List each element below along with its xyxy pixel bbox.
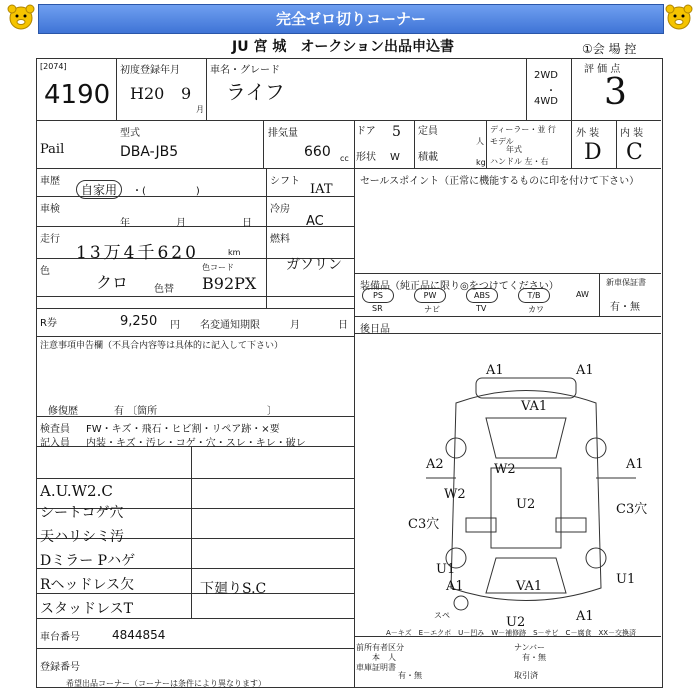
mark-a1-right-side: A1 [626,457,644,472]
interior-grade: C [626,140,643,165]
mark-a2: A2 [426,457,444,472]
interior-check-line: 内装・キズ・汚レ・コゲ・穴・スレ・キレ・破レ [86,438,306,449]
door-value: 5 [392,124,401,140]
color-value: クロ [96,273,129,292]
handle-label: ハンドル 左・右 [490,157,549,166]
fuel-label: 燃料 [270,234,290,245]
mileage-label: 走行 [40,234,60,245]
color-code-label: 色コード [202,263,234,272]
shape-label: 形状 [356,152,376,163]
mark-spare: スペ [434,611,450,620]
usage-label: 車歴 [40,176,60,187]
equip-leather: カワ [528,305,544,314]
mark-a1-rear-left: A1 [446,579,464,594]
equip-aw: AW [576,290,589,299]
inspection-year: 年 [120,218,130,229]
preferred-corner-label: 希望出品コーナー（コーナーは条件により異なります） [66,679,266,688]
load-label: 積載 [418,152,438,163]
equip-sr: SR [372,304,383,313]
note-line-2: シートコゲ穴 [40,505,124,521]
color-label: 色 [40,266,50,277]
shift-label: シフト [270,176,300,187]
note-line-1: A.U.W2.C [40,482,113,500]
drive-2wd: 2WD [534,70,558,81]
recorder-label: 記入員 [40,438,70,449]
car-name: ライフ [226,80,285,104]
new-car-warranty-label: 新車保証書 [606,278,646,287]
mark-c3-left: C3穴 [408,517,440,532]
mark-w2-left: W2 [444,487,466,502]
exterior-grade: D [584,140,602,165]
banner-title: 完全ゼロ切りコーナー [38,4,664,34]
car-body-outline [451,391,601,601]
side-note: 下廻りS.C [200,581,267,597]
model-note: Pail [40,142,65,157]
garage-cert-value: 有・無 [398,671,422,680]
note-line-3: 天ハリシミ汚 [40,529,124,545]
model-year-label: モデル [490,137,514,146]
repair-value: 有 〔箇所 〕 [114,406,278,417]
mark-roof-u2: U2 [516,497,536,512]
bear-mascot-icon-right [664,2,694,32]
car-damage-diagram [386,358,656,628]
drive-dot: ・ [546,86,556,97]
reg-month: 9 [181,84,192,103]
mileage-value: 13万4千620 [76,243,199,263]
car-front-bumper [476,378,576,398]
seat-unit: 人 [476,137,484,146]
later-items-label: 後日品 [360,324,390,335]
mark-hood-va1: VA1 [521,399,548,414]
usage-value: 自家用 [76,180,122,199]
auction-form [36,58,663,688]
equip-tv: TV [476,304,487,313]
venue-copy: ①会 場 控 [582,42,637,56]
color-change-label: 色替 [154,284,174,295]
equip-pw: PW [414,288,446,303]
recycle-unit: 円 [170,320,180,331]
chassis-number: 4844854 [112,628,166,642]
form-title: JU 宮 城 オークション出品申込書 [232,39,455,55]
dealer-label: ディーラー・並 行 [490,125,556,134]
mark-front-a1-left: A1 [486,363,504,378]
chassis-label: 車台番号 [40,632,80,643]
score-label: 評 価 点 [584,64,621,75]
recycle-value: 9,250 [120,314,158,329]
ac-label: 冷房 [270,204,290,215]
mark-u1-right: U1 [616,572,636,587]
inspector-label: 検査員 [40,424,70,435]
name-change-month: 月 [290,320,300,331]
year-label: 年式 [506,145,522,154]
shift-value: IAT [310,182,333,197]
name-change-label: 名変通知期限 [200,320,260,331]
former-owner-label: 前所有者区分 [356,643,404,652]
bear-mascot-icon [6,2,36,32]
door-label: ドア [356,126,376,137]
name-change-day: 日 [338,320,348,331]
sales-point-label: セールスポイント（正常に機能するものに印を付けて下さい） [360,176,640,187]
drive-4wd: 4WD [534,96,558,107]
new-car-warranty-value: 有・無 [610,302,640,313]
mark-rear-a1: A1 [576,609,594,624]
fuel-value: ガソリン [286,257,342,273]
recycle-label: R券 [40,318,57,329]
note-line-5: Rヘッドレス欠 [40,577,135,593]
reg-era: H20 [130,84,165,103]
model-label: 型式 [120,128,140,139]
displacement-label: 排気量 [268,128,298,139]
equip-ps: PS [362,288,394,303]
repair-label: 修復歴 [48,406,78,417]
mark-c3-right: C3穴 [616,502,648,517]
ac-value: AC [306,214,324,229]
equip-abs: ABS [466,288,498,303]
traded-label: 取引済 [514,671,538,680]
exterior-check-line: FW・キズ・飛石・ヒビ割・リペア跡・×要 [86,424,280,435]
displacement-unit: cc [340,154,349,163]
inspection-label: 車検 [40,204,60,215]
wheel-front-left [446,438,466,458]
equip-navi: ナビ [424,305,440,314]
notice-label: 注意事項申告欄（不具合内容等は具体的に記入して下さい） [40,341,284,351]
equip-tb: T/B [518,288,550,303]
registration-label: 登録番号 [40,662,80,673]
banner [0,0,700,36]
mark-u1-left: U1 [436,562,456,577]
score-value: 3 [604,72,627,113]
equipment-label: 装備品（純正品に限り◎をつけてください） [360,281,559,292]
shape-value: W [390,152,400,163]
displacement-value: 660 [304,144,331,160]
model-code: DBA-JB5 [120,144,179,160]
usage-tail: ・( ) [132,186,200,197]
lot-number: 4190 [44,80,111,110]
spare-tire [454,596,468,610]
inspection-day: 日 [242,218,252,229]
plate-label: ナンバー [514,643,546,652]
lot-id: [2074] [40,62,67,71]
exterior-label: 外 装 [576,128,600,139]
mileage-unit: km [228,248,241,257]
mark-rear-u2: U2 [506,615,526,628]
month-unit: 月 [196,105,204,114]
former-owner-sub: 本 人 [372,653,396,662]
name-label: 車名・グレード [210,65,280,76]
note-line-6: スタッドレスT [40,601,133,617]
garage-cert-label: 車庫証明書 [356,663,396,672]
note-line-4: Dミラー Pハゲ [40,553,136,569]
load-unit: kg [476,158,486,167]
interior-label: 内 装 [620,128,644,139]
car-hood [486,418,566,458]
wheel-rear-right [586,548,606,568]
reg-label: 初度登録年月 [120,65,180,76]
seat-label: 定員 [418,126,438,137]
mark-front-a1-right: A1 [576,363,594,378]
wheel-front-right [586,438,606,458]
plate-value: 有・無 [522,653,546,662]
mark-w2-front: W2 [494,462,516,477]
mark-rear-va1: VA1 [516,579,543,594]
color-code-value: B92PX [202,274,257,293]
damage-legend: A－キズ E－エクボ U－凹み W－補修跡 S－サビ C－腐食 XX－交換済 [386,629,637,637]
inspection-month: 月 [176,218,186,229]
